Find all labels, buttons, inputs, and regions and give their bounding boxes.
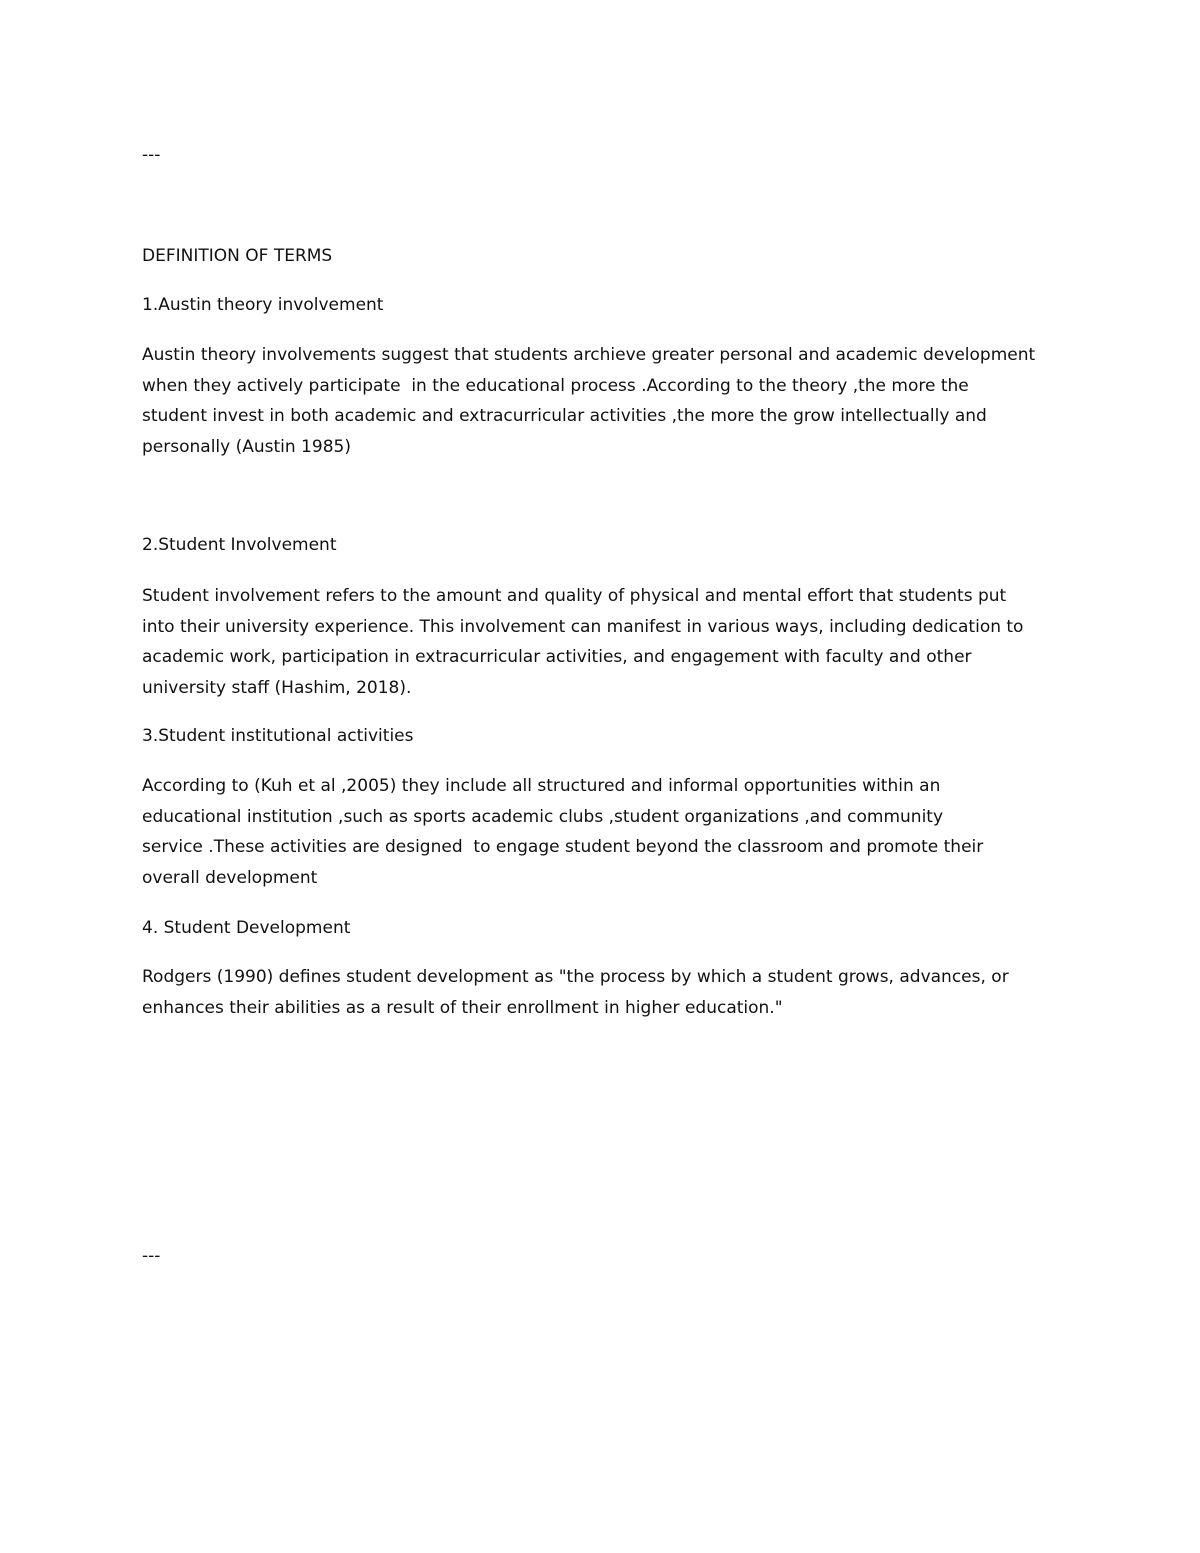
paragraph-line: overall development <box>142 867 318 888</box>
paragraph-line: personally (Austin 1985) <box>142 436 351 457</box>
paragraph-line: enhances their abilities as a result of their enrollment in higher education." <box>142 997 783 1018</box>
paragraph-line: into their university experience. This involvement can manifest in various ways, including dedication to <box>142 616 1024 637</box>
section-heading: 1.Austin theory involvement <box>142 295 384 315</box>
section-paragraph <box>142 962 1072 1023</box>
separator-top: --- <box>142 145 161 165</box>
document-title: DEFINITION OF TERMS <box>142 246 333 266</box>
separator-bottom: --- <box>142 1246 161 1266</box>
paragraph-line: Student involvement refers to the amount and quality of physical and mental effort that students put <box>142 586 1007 606</box>
paragraph-line: student invest in both academic and extracurricular activities ,the more the grow intellectually and <box>142 406 987 426</box>
paragraph-line: academic work, participation in extracurricular activities, and engagement with faculty and other <box>142 647 972 667</box>
paragraph-line: university staff (Hashim, 2018). <box>142 677 412 698</box>
section-paragraph <box>142 340 1072 462</box>
paragraph-line: Austin theory involvements suggest that students archieve greater personal and academic development <box>142 345 1036 365</box>
section-heading: 4. Student Development <box>142 918 351 938</box>
section-paragraph <box>142 771 1072 893</box>
section-heading: 3.Student institutional activities <box>142 726 414 746</box>
section-paragraph <box>142 581 1072 703</box>
paragraph-line: Rodgers (1990) defines student development as "the process by which a student grows, advances, or <box>142 967 1009 987</box>
paragraph-line: educational institution ,such as sports academic clubs ,student organizations ,and community <box>142 806 944 827</box>
section-heading: 2.Student Involvement <box>142 535 337 555</box>
paragraph-line: when they actively participate in the educational process .According to the theory ,the more the <box>142 375 969 396</box>
paragraph-line: According to (Kuh et al ,2005) they include all structured and informal opportunities within an <box>142 776 941 796</box>
paragraph-line: service .These activities are designed to engage student beyond the classroom and promote their <box>142 837 984 857</box>
